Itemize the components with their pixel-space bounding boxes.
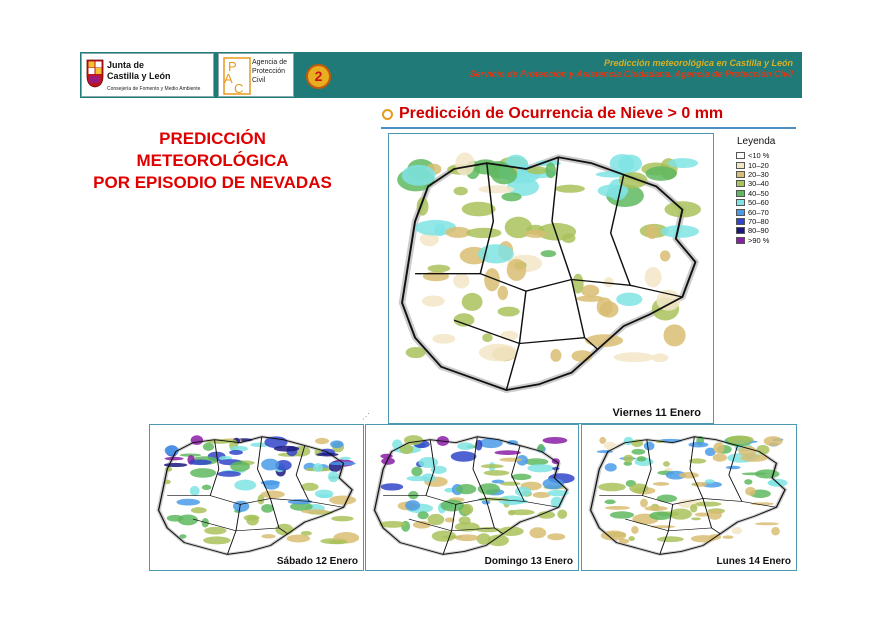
map-caption-monday: Lunes 14 Enero [716,556,791,567]
legend-label: 20–30 [748,169,769,179]
apc-monogram-icon [222,56,252,96]
legend-swatch [736,199,745,206]
bullet-icon [382,109,393,120]
header-subtitle: Servicio de Protección y Asistencia Ciudadana. Agencia de Protección Civil [469,69,793,79]
legend-item [736,207,796,216]
apc-logo-text: Agencia de Protección Civil [252,59,288,84]
legend-item [736,217,796,226]
legend-label: >90 % [748,235,770,245]
junta-logo [81,53,214,97]
junta-line1: Junta de [107,60,145,70]
map-caption-sunday: Domingo 13 Enero [484,556,573,567]
forecast-map-saturday [149,424,364,571]
legend-item [736,226,796,235]
map-caption-saturday: Sábado 12 Enero [276,556,358,567]
legend-swatch [736,180,745,187]
legend-label: 50–60 [748,198,769,208]
svg-text:C: C [234,81,244,96]
forecast-map-monday [581,424,797,571]
legend-item [736,198,796,207]
junta-subtitle: Consejería de Fomento y Medio Ambiente [107,86,201,92]
svg-text:A: A [224,71,233,86]
legend-label: <10 % [748,151,770,161]
legend-label: 40–50 [748,188,769,198]
legend-label: 80–90 [748,226,769,236]
legend-label: 60–70 [748,207,769,217]
legend-swatch [736,227,745,234]
legend-item [736,170,796,179]
apc-logo [218,53,294,97]
forecast-map-main [388,133,714,424]
legend-swatch [736,190,745,197]
header-title: Predicción meteorológica en Castilla y León [603,58,793,68]
section-divider [381,127,796,129]
section-title: Predicción de Ocurrencia de Nieve > 0 mm [399,105,724,122]
legend-item [736,179,796,188]
legend-item [736,189,796,198]
legend-swatch [736,218,745,225]
legend-item [736,151,796,160]
map-territory [389,134,714,424]
forecast-map-sunday [365,424,579,571]
map-territory [582,425,797,571]
episode-title-line3: POR EPISODIO DE NEVADAS [93,173,332,192]
page-number-badge: 2 [306,64,331,89]
episode-title-line1: PREDICCIÓN [159,129,266,148]
map-territory [366,425,579,571]
junta-line2: Castilla y León [107,71,171,81]
svg-text:P: P [228,59,237,74]
episode-title-line2: METEOROLÓGICA [136,151,289,170]
map-territory [150,425,364,571]
legend-item [736,160,796,169]
coat-of-arms-icon [86,58,104,88]
legend-swatch [736,162,745,169]
map-caption-main: Viernes 11 Enero [612,407,701,419]
legend-swatch [736,152,745,159]
resize-grip-icon: ⋰ [362,412,370,421]
legend-swatch [736,171,745,178]
legend-label: 10–20 [748,160,769,170]
legend-label: 70–80 [748,216,769,226]
legend-swatch [736,237,745,244]
map-legend [736,136,796,245]
legend-label: 30–40 [748,179,769,189]
legend-title: Leyenda [737,136,776,147]
legend-item [736,236,796,245]
episode-title [70,128,355,194]
legend-swatch [736,209,745,216]
